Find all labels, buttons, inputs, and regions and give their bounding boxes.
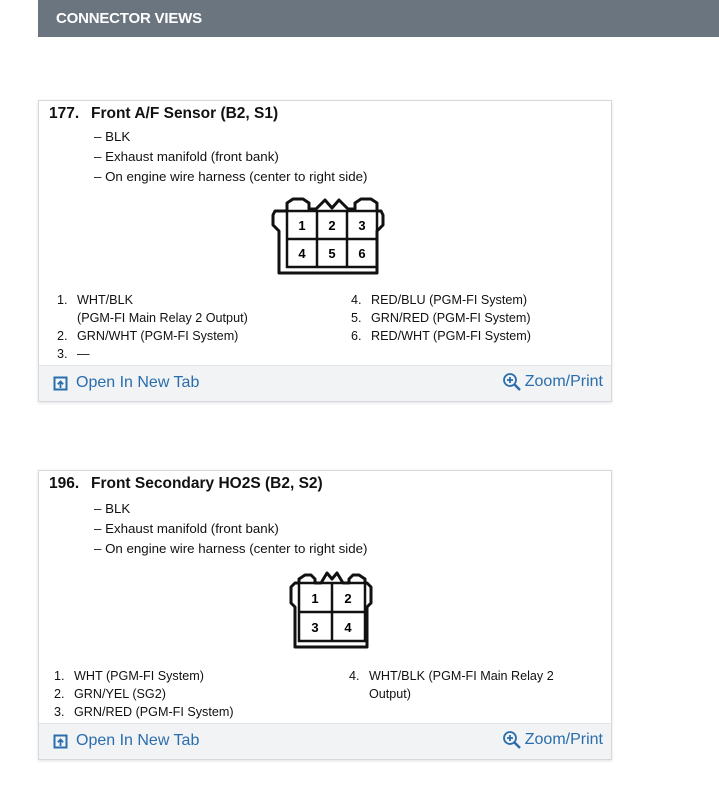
open-in-new-tab-link[interactable]: Open In New Tab <box>53 732 199 750</box>
connector-name: Front Secondary HO2S (B2, S2) <box>91 475 323 492</box>
pin-list-left <box>54 667 234 721</box>
pin-list-item: 1. WHT/BLK <box>57 293 133 307</box>
connector-harness: – On engine wire harness (center to right side) <box>94 541 368 556</box>
connector-harness: – On engine wire harness (center to right side) <box>94 169 368 184</box>
connector-title <box>49 105 278 123</box>
connector-location: – Exhaust manifold (front bank) <box>94 521 279 536</box>
diagram-pin-label: 1 <box>311 591 319 606</box>
pin-list-item: 6. RED/WHT (PGM-FI System) <box>351 329 531 343</box>
card-footer <box>39 723 611 759</box>
connector-location: – Exhaust manifold (front bank) <box>94 149 279 164</box>
page-header <box>38 0 719 37</box>
page-title: CONNECTOR VIEWS <box>56 10 202 27</box>
pin-list-item: 3. — <box>57 347 90 361</box>
pin-list-item: 1. WHT (PGM-FI System) <box>54 669 204 683</box>
diagram-pin-label: 1 <box>298 218 306 233</box>
pin-list-item: (PGM-FI Main Relay 2 Output) <box>77 311 248 325</box>
pin-list-item: 4. RED/BLU (PGM-FI System) <box>351 293 528 307</box>
diagram-pin-label: 3 <box>358 218 366 233</box>
diagram-pin-label: 2 <box>344 591 352 606</box>
connector-color: – BLK <box>94 501 131 516</box>
zoom-print-link[interactable]: Zoom/Print <box>502 730 603 750</box>
pin-list-item: Output) <box>369 687 411 701</box>
pin-list-right <box>349 667 554 703</box>
connector-card-196 <box>38 470 612 760</box>
pin-list-item: 2. GRN/YEL (SG2) <box>54 687 166 701</box>
zoom-print-link[interactable]: Zoom/Print <box>502 372 603 392</box>
diagram-pin-label: 4 <box>344 620 352 635</box>
connector-number: 177. <box>49 105 80 122</box>
pin-list-item: 4. WHT/BLK (PGM-FI Main Relay 2 <box>349 669 554 683</box>
diagram-pin-label: 3 <box>311 620 319 635</box>
diagram-pin-label: 6 <box>358 246 366 261</box>
diagram-pin-label: 4 <box>298 246 306 261</box>
zoom-in-icon <box>502 730 522 750</box>
open-in-new-tab-link[interactable]: Open In New Tab <box>53 374 199 392</box>
pin-list-item: 2. GRN/WHT (PGM-FI System) <box>57 329 239 343</box>
pin-list-right <box>351 291 531 345</box>
pin-list-left <box>57 291 248 363</box>
connector-name: Front A/F Sensor (B2, S1) <box>91 105 279 122</box>
pin-list-item: 5. GRN/RED (PGM-FI System) <box>351 311 531 325</box>
pin-list-item: 3. GRN/RED (PGM-FI System) <box>54 705 234 719</box>
connector-card-177 <box>38 100 612 402</box>
connector-diagram-4pin <box>287 569 377 651</box>
diagram-pin-label: 5 <box>328 246 336 261</box>
connector-color: – BLK <box>94 129 131 144</box>
connector-title <box>49 475 323 493</box>
zoom-in-icon <box>502 372 522 392</box>
connector-diagram-6pin <box>269 197 393 277</box>
open-new-tab-icon <box>53 376 68 391</box>
open-new-tab-icon <box>53 734 68 749</box>
card-footer <box>39 365 611 401</box>
connector-number: 196. <box>49 475 80 492</box>
diagram-pin-label: 2 <box>328 218 336 233</box>
